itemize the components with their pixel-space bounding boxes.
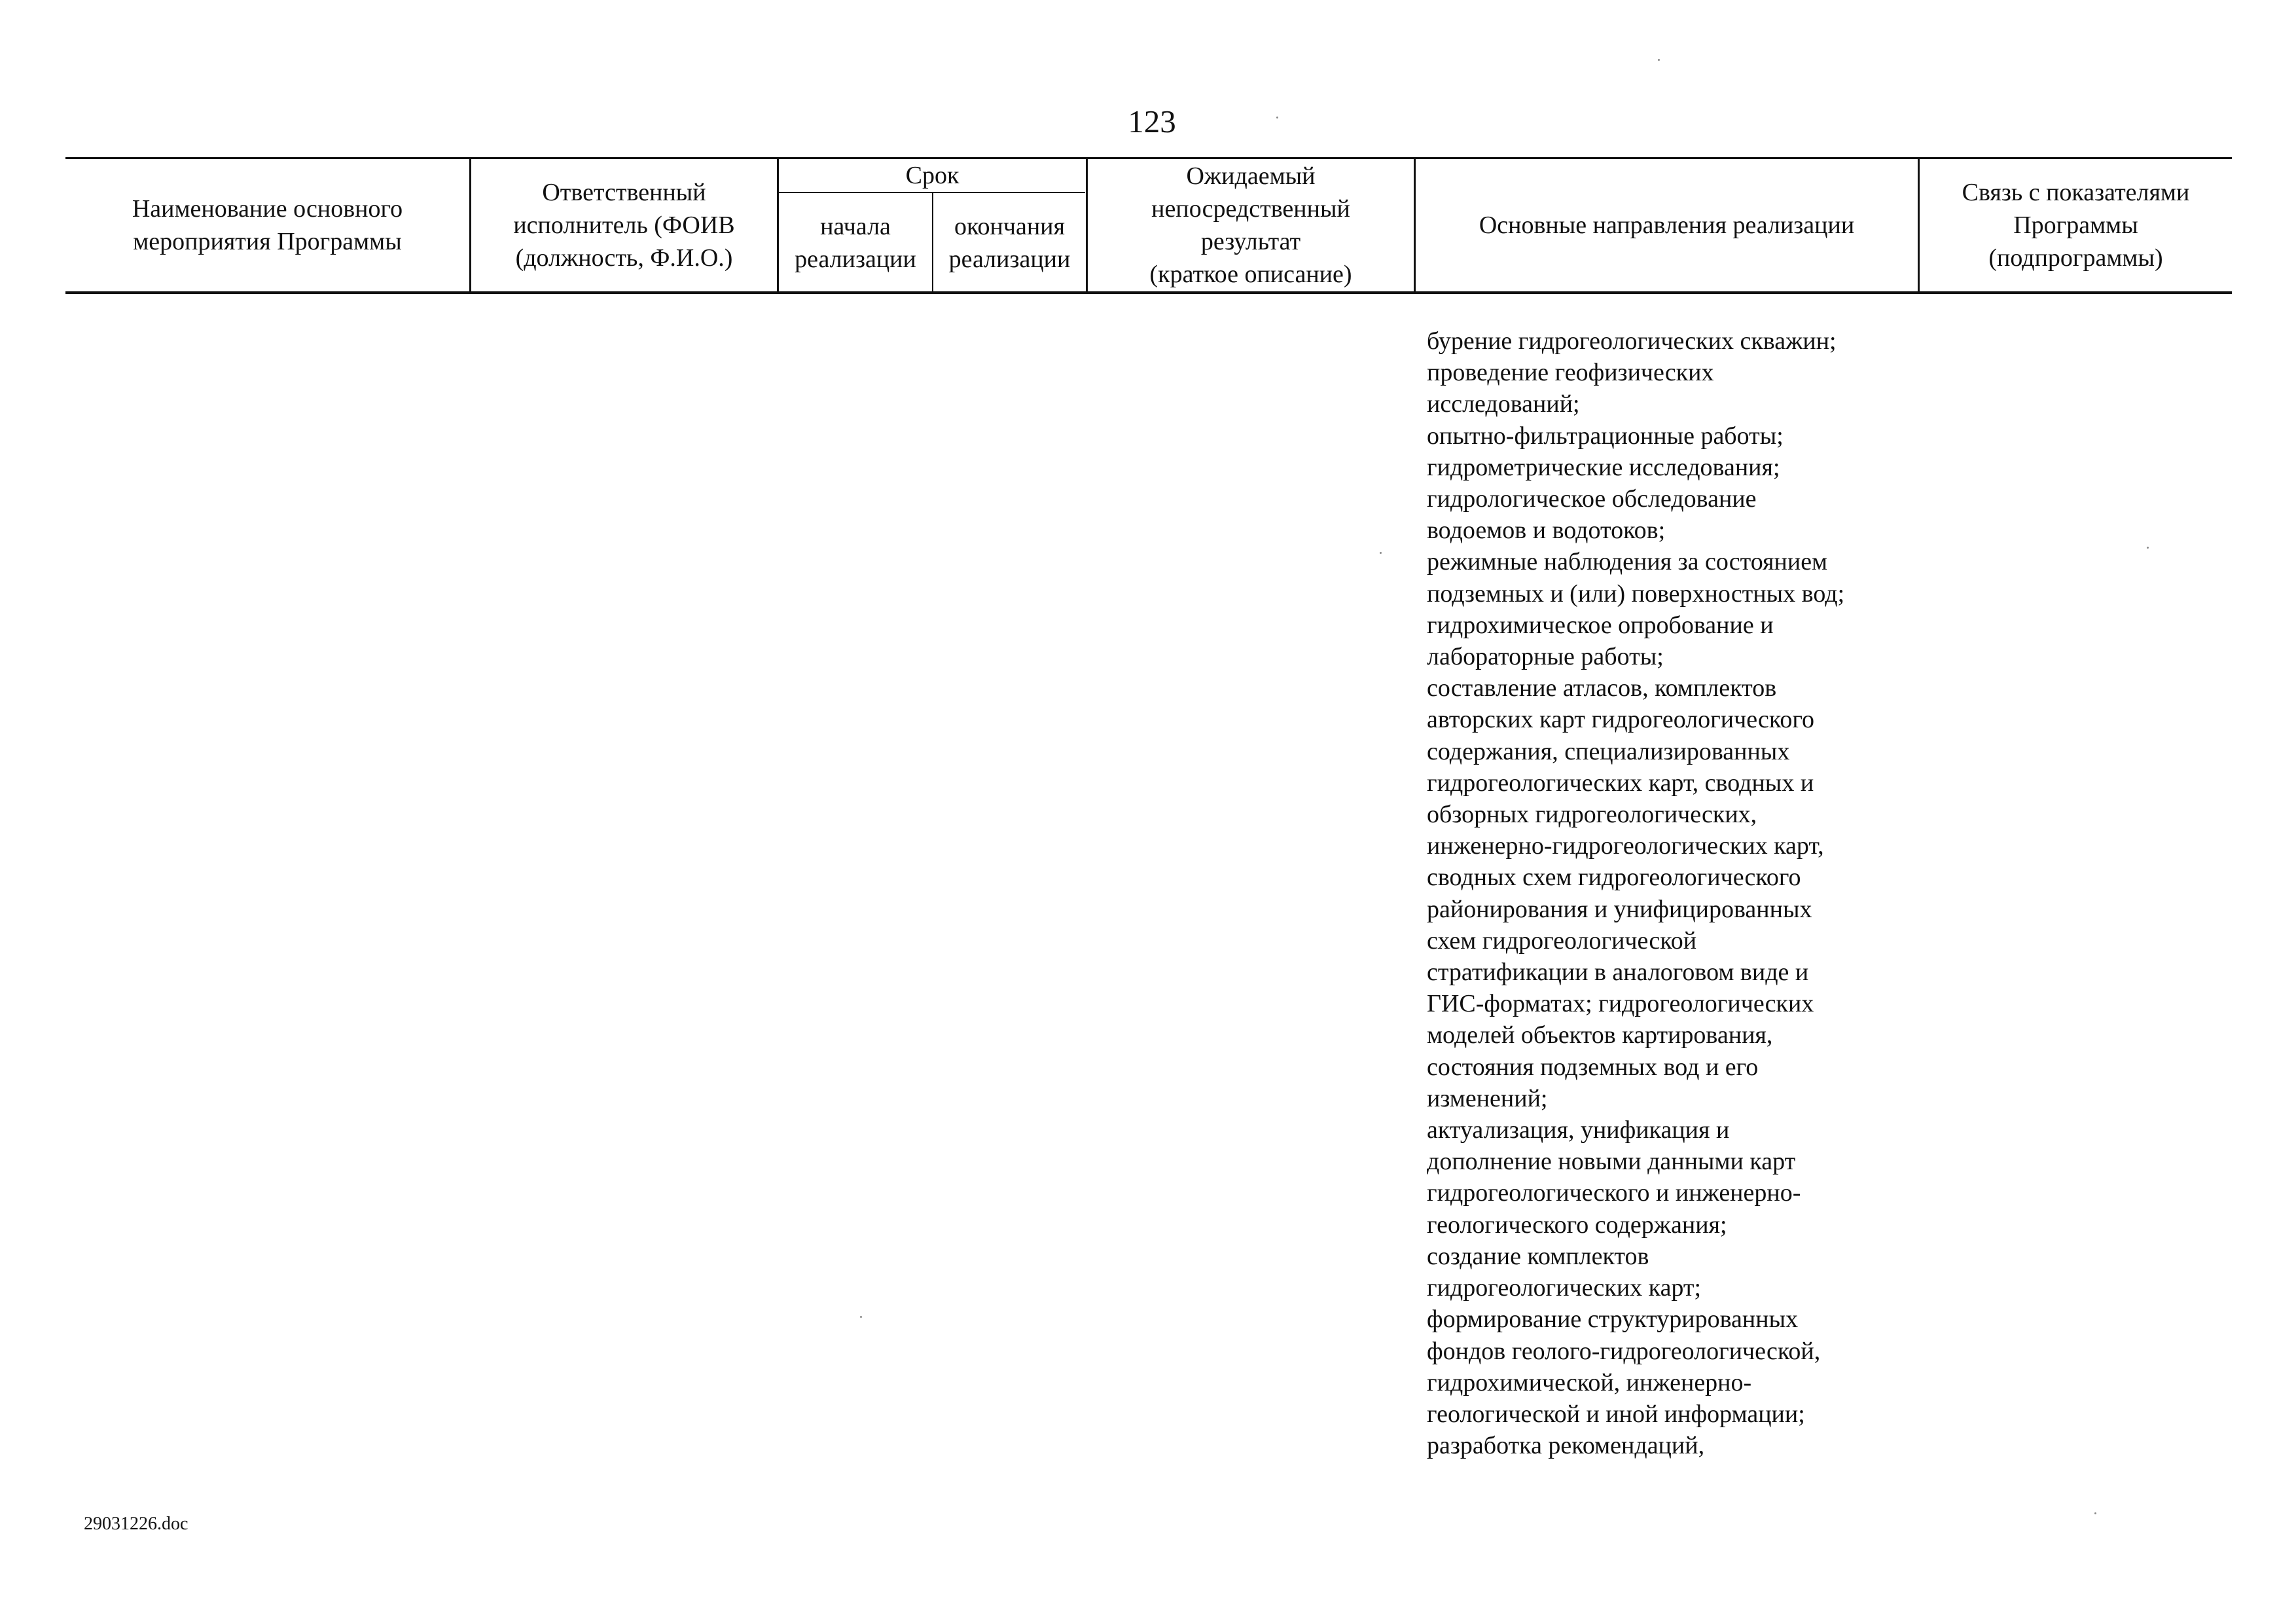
scan-speck: [860, 1316, 862, 1318]
directions-line: изменений;: [1427, 1084, 1548, 1112]
directions-line: гидрохимическое опробование и: [1427, 611, 1774, 639]
directions-line: схем гидрогеологической: [1427, 926, 1697, 955]
document-filename: 29031226.doc: [84, 1514, 188, 1534]
header-text-line: окончания: [954, 212, 1065, 240]
directions-line: авторских карт гидрогеологического: [1427, 706, 1815, 734]
directions-line: геологического содержания;: [1427, 1211, 1727, 1239]
header-text-line: начала: [820, 212, 891, 240]
directions-line: проведение геофизических: [1427, 359, 1714, 387]
directions-line: актуализация, унификация и: [1427, 1116, 1730, 1144]
directions-line: опытно-фильтрационные работы;: [1427, 422, 1784, 450]
page-number: 123: [1128, 103, 1176, 139]
directions-line: ГИС-форматах; гидрогеологических: [1427, 990, 1814, 1018]
header-text-line: реализации: [795, 245, 916, 273]
header-text-line: Основные направления реализации: [1479, 211, 1855, 239]
directions-line: формирование структурированных: [1427, 1305, 1799, 1334]
header-text-line: реализации: [948, 245, 1071, 273]
header-program-indicators-link: [1920, 159, 2232, 291]
directions-line: создание комплектов: [1427, 1242, 1649, 1270]
directions-line: сводных схем гидрогеологического: [1427, 864, 1801, 892]
header-text-line: результат: [1200, 228, 1301, 255]
header-expected-result: [1088, 159, 1414, 291]
directions-line: фондов геолого-гидрогеологической,: [1427, 1337, 1821, 1365]
directions-line: гидрологическое обследование: [1427, 485, 1757, 513]
scan-speck: [1658, 59, 1660, 61]
header-text-line: Ожидаемый: [1186, 162, 1316, 190]
directions-line: дополнение новыми данными карт: [1427, 1148, 1796, 1176]
header-activity-name: [65, 159, 469, 291]
header-start-date: [779, 194, 932, 291]
main-directions-text: [1427, 325, 1924, 1461]
table-header-bottom-rule: [65, 291, 2232, 294]
header-text-line: мероприятия Программы: [133, 228, 402, 255]
header-responsible-executor: [471, 159, 777, 291]
directions-line: лабораторные работы;: [1427, 643, 1664, 671]
directions-line: содержания, специализированных: [1427, 737, 1790, 765]
header-main-directions: [1416, 159, 1918, 291]
header-term: [779, 159, 1086, 192]
directions-line: составление атласов, комплектов: [1427, 674, 1777, 702]
directions-line: гидрохимической, инженерно-: [1427, 1368, 1752, 1396]
directions-line: стратификации в аналоговом виде и: [1427, 958, 1809, 987]
scan-speck: [1380, 552, 1382, 554]
directions-line: исследований;: [1427, 390, 1580, 418]
header-text-line: Ответственный: [542, 179, 706, 206]
directions-line: гидрогеологического и инженерно-: [1427, 1179, 1801, 1207]
directions-line: подземных и (или) поверхностных вод;: [1427, 579, 1845, 608]
directions-line: моделей объектов картирования,: [1427, 1021, 1773, 1049]
directions-line: состояния подземных вод и его: [1427, 1053, 1759, 1081]
header-text-line: (краткое описание): [1149, 261, 1352, 288]
directions-line: геологической и иной информации;: [1427, 1400, 1805, 1428]
directions-line: водоемов и водотоков;: [1427, 517, 1666, 545]
directions-line: гидрогеологических карт;: [1427, 1274, 1702, 1302]
header-text-line: Наименование основного: [132, 195, 403, 223]
directions-line: разработка рекомендаций,: [1427, 1432, 1705, 1460]
header-text-line: исполнитель (ФОИВ: [513, 211, 735, 239]
directions-line: гидрометрические исследования;: [1427, 453, 1780, 481]
scan-speck: [2094, 1512, 2096, 1514]
directions-line: режимные наблюдения за состоянием: [1427, 548, 1828, 576]
header-text-line: Программы: [2013, 211, 2138, 239]
directions-line: гидрогеологических карт, сводных и: [1427, 769, 1814, 797]
directions-line: районирования и унифицированных: [1427, 895, 1812, 923]
srok-divider-rule: [778, 192, 1085, 193]
directions-line: бурение гидрогеологических скважин;: [1427, 327, 1837, 355]
directions-line: инженерно-гидрогеологических карт,: [1427, 832, 1824, 860]
header-text-line: (подпрограммы): [1988, 244, 2163, 272]
header-end-date: [933, 194, 1086, 291]
header-text-line: непосредственный: [1151, 195, 1350, 223]
directions-line: обзорных гидрогеологических,: [1427, 801, 1757, 829]
header-text-line: (должность, Ф.И.О.): [515, 244, 733, 272]
scan-speck: [1276, 117, 1278, 119]
scan-speck: [2147, 547, 2149, 549]
header-text-line: Срок: [905, 162, 960, 189]
header-text-line: Связь с показателями: [1962, 179, 2190, 206]
